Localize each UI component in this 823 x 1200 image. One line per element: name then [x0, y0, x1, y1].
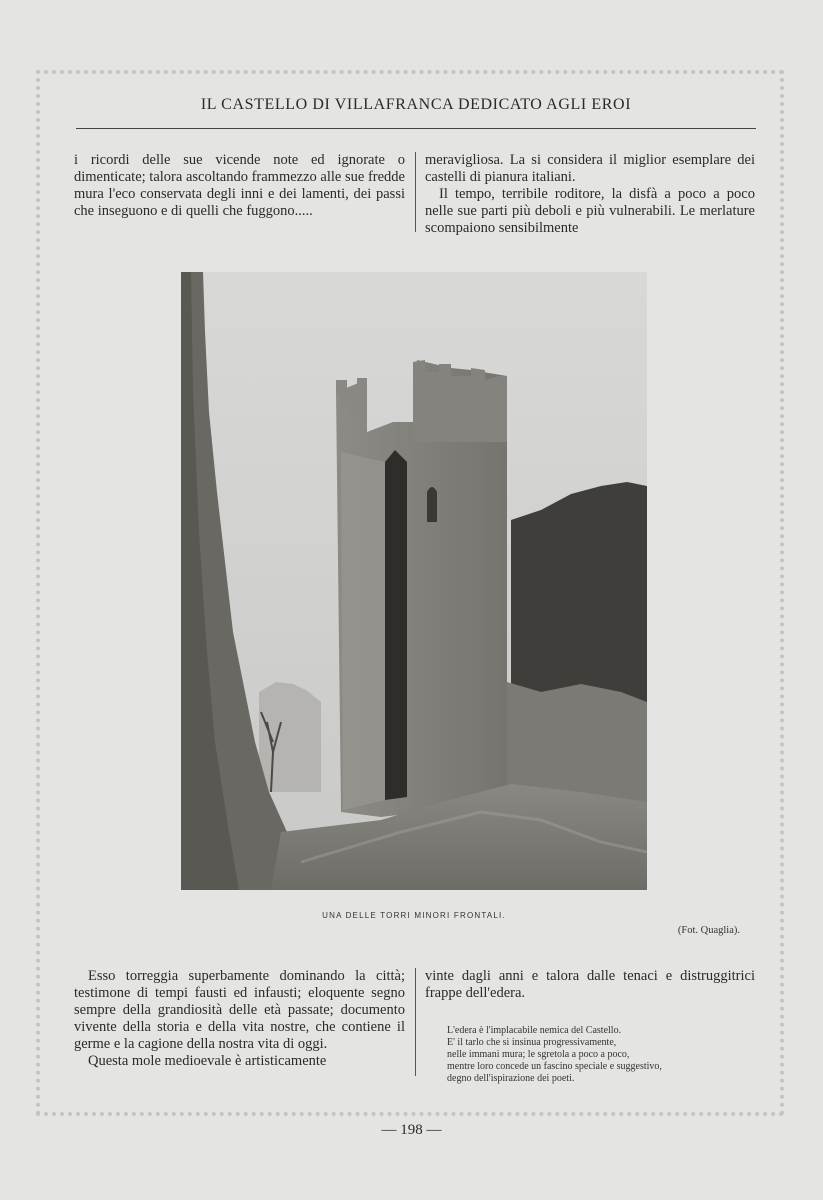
page-number: — 198 —: [381, 1122, 442, 1138]
note-line: degno dell'ispirazione dei poeti.: [447, 1073, 575, 1084]
paragraph: Il tempo, terribile roditore, la disfà a poco a poco nelle sue parti più deboli e più vulnerabili. Le merlature scompaiono sensibilmente: [425, 186, 755, 236]
header-rule: [76, 128, 756, 129]
bottom-left-column: [74, 968, 405, 1070]
paragraph: vinte dagli anni e talora dalle tenaci e distruggitrici frappe dell'edera.: [425, 968, 755, 1001]
column-divider: [415, 968, 416, 1076]
paragraph: Esso torreggia superbamente dominando la città; testimone di tempi fausti ed infausti; eloquente segno sempre della grandiosità delle età passate; documento vivente della storia e della vita nostre, che contiene il germe e la cagione della nostra vita di oggi.: [74, 968, 405, 1052]
note-line: E' il tarlo che si insinua progressivamente,: [447, 1037, 617, 1048]
top-right-column: [425, 152, 755, 237]
note-line: L'edera è l'implacabile nemica del Castello.: [447, 1025, 622, 1036]
paragraph: i ricordi delle sue vicende note ed ignorate o dimenticate; talora ascoltando frammezzo alle sue fredde mura l'eco conservata degli inni e dei lamenti, dei passi che inseguono e di quelli che fuggono.....: [74, 152, 405, 219]
paragraph: meravigliosa. La si considera il miglior esemplare dei castelli di pianura italiani.: [425, 152, 755, 185]
photo-credit: (Fot. Quaglia).: [677, 925, 740, 936]
tower-photograph: [181, 272, 647, 890]
figure-caption: UNA DELLE TORRI MINORI FRONTALI.: [322, 911, 506, 920]
side-note: [447, 1025, 747, 1085]
paragraph: Questa mole medioevale è artisticamente: [88, 1053, 327, 1069]
column-divider: [415, 152, 416, 232]
note-line: mentre loro concede un fascino speciale e suggestivo,: [447, 1061, 662, 1072]
top-left-column: [74, 152, 405, 220]
note-line: nelle immani mura; le sgretola a poco a poco,: [447, 1049, 630, 1060]
running-header: IL CASTELLO DI VILLAFRANCA DEDICATO AGLI EROI: [200, 96, 632, 113]
bottom-right-column: [425, 968, 755, 1002]
